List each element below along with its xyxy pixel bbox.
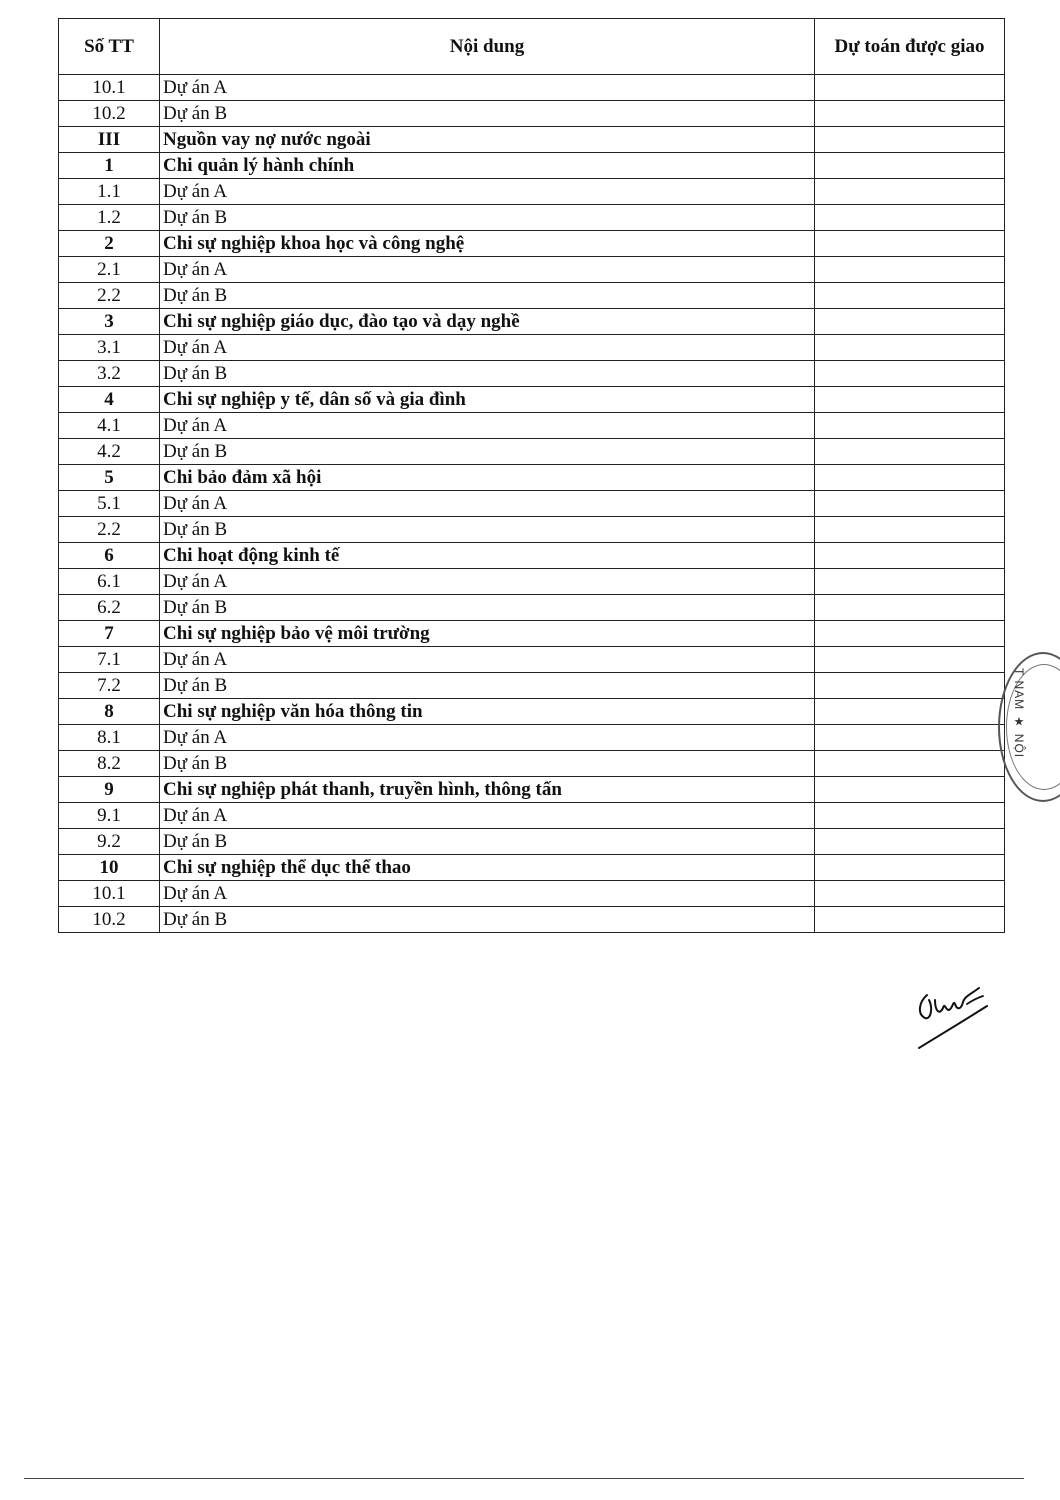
table-row [59, 907, 1005, 933]
table-row [59, 517, 1005, 543]
row-stt: 9.1 [59, 803, 160, 829]
table-row [59, 335, 1005, 361]
table-row [59, 491, 1005, 517]
row-budget [815, 465, 1005, 491]
row-content: Chi hoạt động kinh tế [160, 543, 815, 569]
table-row [59, 387, 1005, 413]
row-content: Chi sự nghiệp giáo dục, đào tạo và dạy nghề [160, 309, 815, 335]
row-content: Chi sự nghiệp phát thanh, truyền hình, thông tấn [160, 777, 815, 803]
row-budget [815, 153, 1005, 179]
table-row [59, 569, 1005, 595]
row-stt: 7.1 [59, 647, 160, 673]
row-stt: 4.1 [59, 413, 160, 439]
row-content: Dự án B [160, 595, 815, 621]
table-row [59, 439, 1005, 465]
table-row [59, 595, 1005, 621]
row-budget [815, 647, 1005, 673]
row-content: Dự án A [160, 75, 815, 101]
row-budget [815, 361, 1005, 387]
row-content: Nguồn vay nợ nước ngoài [160, 127, 815, 153]
row-content: Chi bảo đảm xã hội [160, 465, 815, 491]
row-content: Dự án A [160, 491, 815, 517]
row-content: Dự án A [160, 803, 815, 829]
row-stt: 3.2 [59, 361, 160, 387]
table-row [59, 257, 1005, 283]
row-stt: 5.1 [59, 491, 160, 517]
row-content: Dự án A [160, 647, 815, 673]
row-stt: 2 [59, 231, 160, 257]
table-row [59, 283, 1005, 309]
row-stt: 2.2 [59, 517, 160, 543]
row-stt: 5 [59, 465, 160, 491]
row-stt: 1.2 [59, 205, 160, 231]
table-row [59, 179, 1005, 205]
row-content: Dự án B [160, 907, 815, 933]
row-stt: 8 [59, 699, 160, 725]
table-row [59, 673, 1005, 699]
row-budget [815, 881, 1005, 907]
row-content: Dự án B [160, 283, 815, 309]
row-budget [815, 543, 1005, 569]
table-row [59, 205, 1005, 231]
row-stt: 10.1 [59, 75, 160, 101]
row-budget [815, 725, 1005, 751]
row-content: Dự án A [160, 725, 815, 751]
row-content: Chi sự nghiệp văn hóa thông tin [160, 699, 815, 725]
row-stt: 4.2 [59, 439, 160, 465]
table-row [59, 465, 1005, 491]
row-stt: 2.2 [59, 283, 160, 309]
row-budget [815, 257, 1005, 283]
table-row [59, 127, 1005, 153]
row-stt: 6.2 [59, 595, 160, 621]
row-budget [815, 855, 1005, 881]
row-stt: 10.1 [59, 881, 160, 907]
row-budget [815, 439, 1005, 465]
table-row [59, 881, 1005, 907]
row-stt: 6 [59, 543, 160, 569]
row-stt: 7 [59, 621, 160, 647]
row-stt: 3 [59, 309, 160, 335]
row-content: Dự án B [160, 205, 815, 231]
row-stt: III [59, 127, 160, 153]
row-budget [815, 621, 1005, 647]
row-budget [815, 491, 1005, 517]
row-budget [815, 751, 1005, 777]
row-budget [815, 907, 1005, 933]
row-budget [815, 101, 1005, 127]
row-content: Dự án B [160, 517, 815, 543]
row-budget [815, 803, 1005, 829]
row-content: Dự án A [160, 179, 815, 205]
table-row [59, 621, 1005, 647]
row-content: Dự án A [160, 881, 815, 907]
row-budget [815, 413, 1005, 439]
row-content: Dự án A [160, 257, 815, 283]
row-budget [815, 335, 1005, 361]
table-row [59, 647, 1005, 673]
row-stt: 9 [59, 777, 160, 803]
row-content: Dự án B [160, 101, 815, 127]
row-budget [815, 595, 1005, 621]
row-stt: 9.2 [59, 829, 160, 855]
row-budget [815, 231, 1005, 257]
row-budget [815, 179, 1005, 205]
signature-icon [905, 980, 995, 1055]
table-header-row [59, 19, 1005, 75]
table-row [59, 361, 1005, 387]
row-budget [815, 569, 1005, 595]
row-stt: 1 [59, 153, 160, 179]
row-stt: 4 [59, 387, 160, 413]
table-row [59, 75, 1005, 101]
table-body [59, 75, 1005, 933]
row-stt: 6.1 [59, 569, 160, 595]
row-content: Chi sự nghiệp thể dục thể thao [160, 855, 815, 881]
row-content: Dự án B [160, 751, 815, 777]
row-stt: 7.2 [59, 673, 160, 699]
header-budget: Dự toán được giao [815, 19, 1005, 75]
row-content: Chi sự nghiệp y tế, dân số và gia đình [160, 387, 815, 413]
table-row [59, 725, 1005, 751]
footer-rule [24, 1478, 1024, 1479]
row-budget [815, 75, 1005, 101]
header-content: Nội dung [160, 19, 815, 75]
table-row [59, 777, 1005, 803]
table-row [59, 803, 1005, 829]
row-content: Dự án A [160, 569, 815, 595]
row-stt: 10 [59, 855, 160, 881]
table-row [59, 153, 1005, 179]
table-row [59, 101, 1005, 127]
table-row [59, 413, 1005, 439]
row-content: Dự án B [160, 673, 815, 699]
table-row [59, 829, 1005, 855]
row-budget [815, 673, 1005, 699]
row-stt: 8.2 [59, 751, 160, 777]
row-stt: 10.2 [59, 907, 160, 933]
table-row [59, 855, 1005, 881]
row-budget [815, 517, 1005, 543]
official-seal-text: T NAM ★ NỘI [1012, 668, 1026, 759]
row-content: Chi sự nghiệp bảo vệ môi trường [160, 621, 815, 647]
table-row [59, 309, 1005, 335]
header-stt: Số TT [59, 19, 160, 75]
row-content: Chi sự nghiệp khoa học và công nghệ [160, 231, 815, 257]
table-row [59, 543, 1005, 569]
row-budget [815, 205, 1005, 231]
row-content: Dự án B [160, 361, 815, 387]
row-budget [815, 309, 1005, 335]
row-content: Dự án B [160, 829, 815, 855]
row-content: Dự án B [160, 439, 815, 465]
row-content: Dự án A [160, 335, 815, 361]
row-stt: 8.1 [59, 725, 160, 751]
budget-table [58, 18, 1005, 933]
table-row [59, 751, 1005, 777]
row-budget [815, 127, 1005, 153]
row-stt: 3.1 [59, 335, 160, 361]
row-budget [815, 829, 1005, 855]
row-stt: 2.1 [59, 257, 160, 283]
row-budget [815, 777, 1005, 803]
table-row [59, 231, 1005, 257]
row-budget [815, 387, 1005, 413]
row-budget [815, 699, 1005, 725]
row-stt: 1.1 [59, 179, 160, 205]
row-content: Dự án A [160, 413, 815, 439]
row-budget [815, 283, 1005, 309]
row-content: Chi quản lý hành chính [160, 153, 815, 179]
table-row [59, 699, 1005, 725]
row-stt: 10.2 [59, 101, 160, 127]
